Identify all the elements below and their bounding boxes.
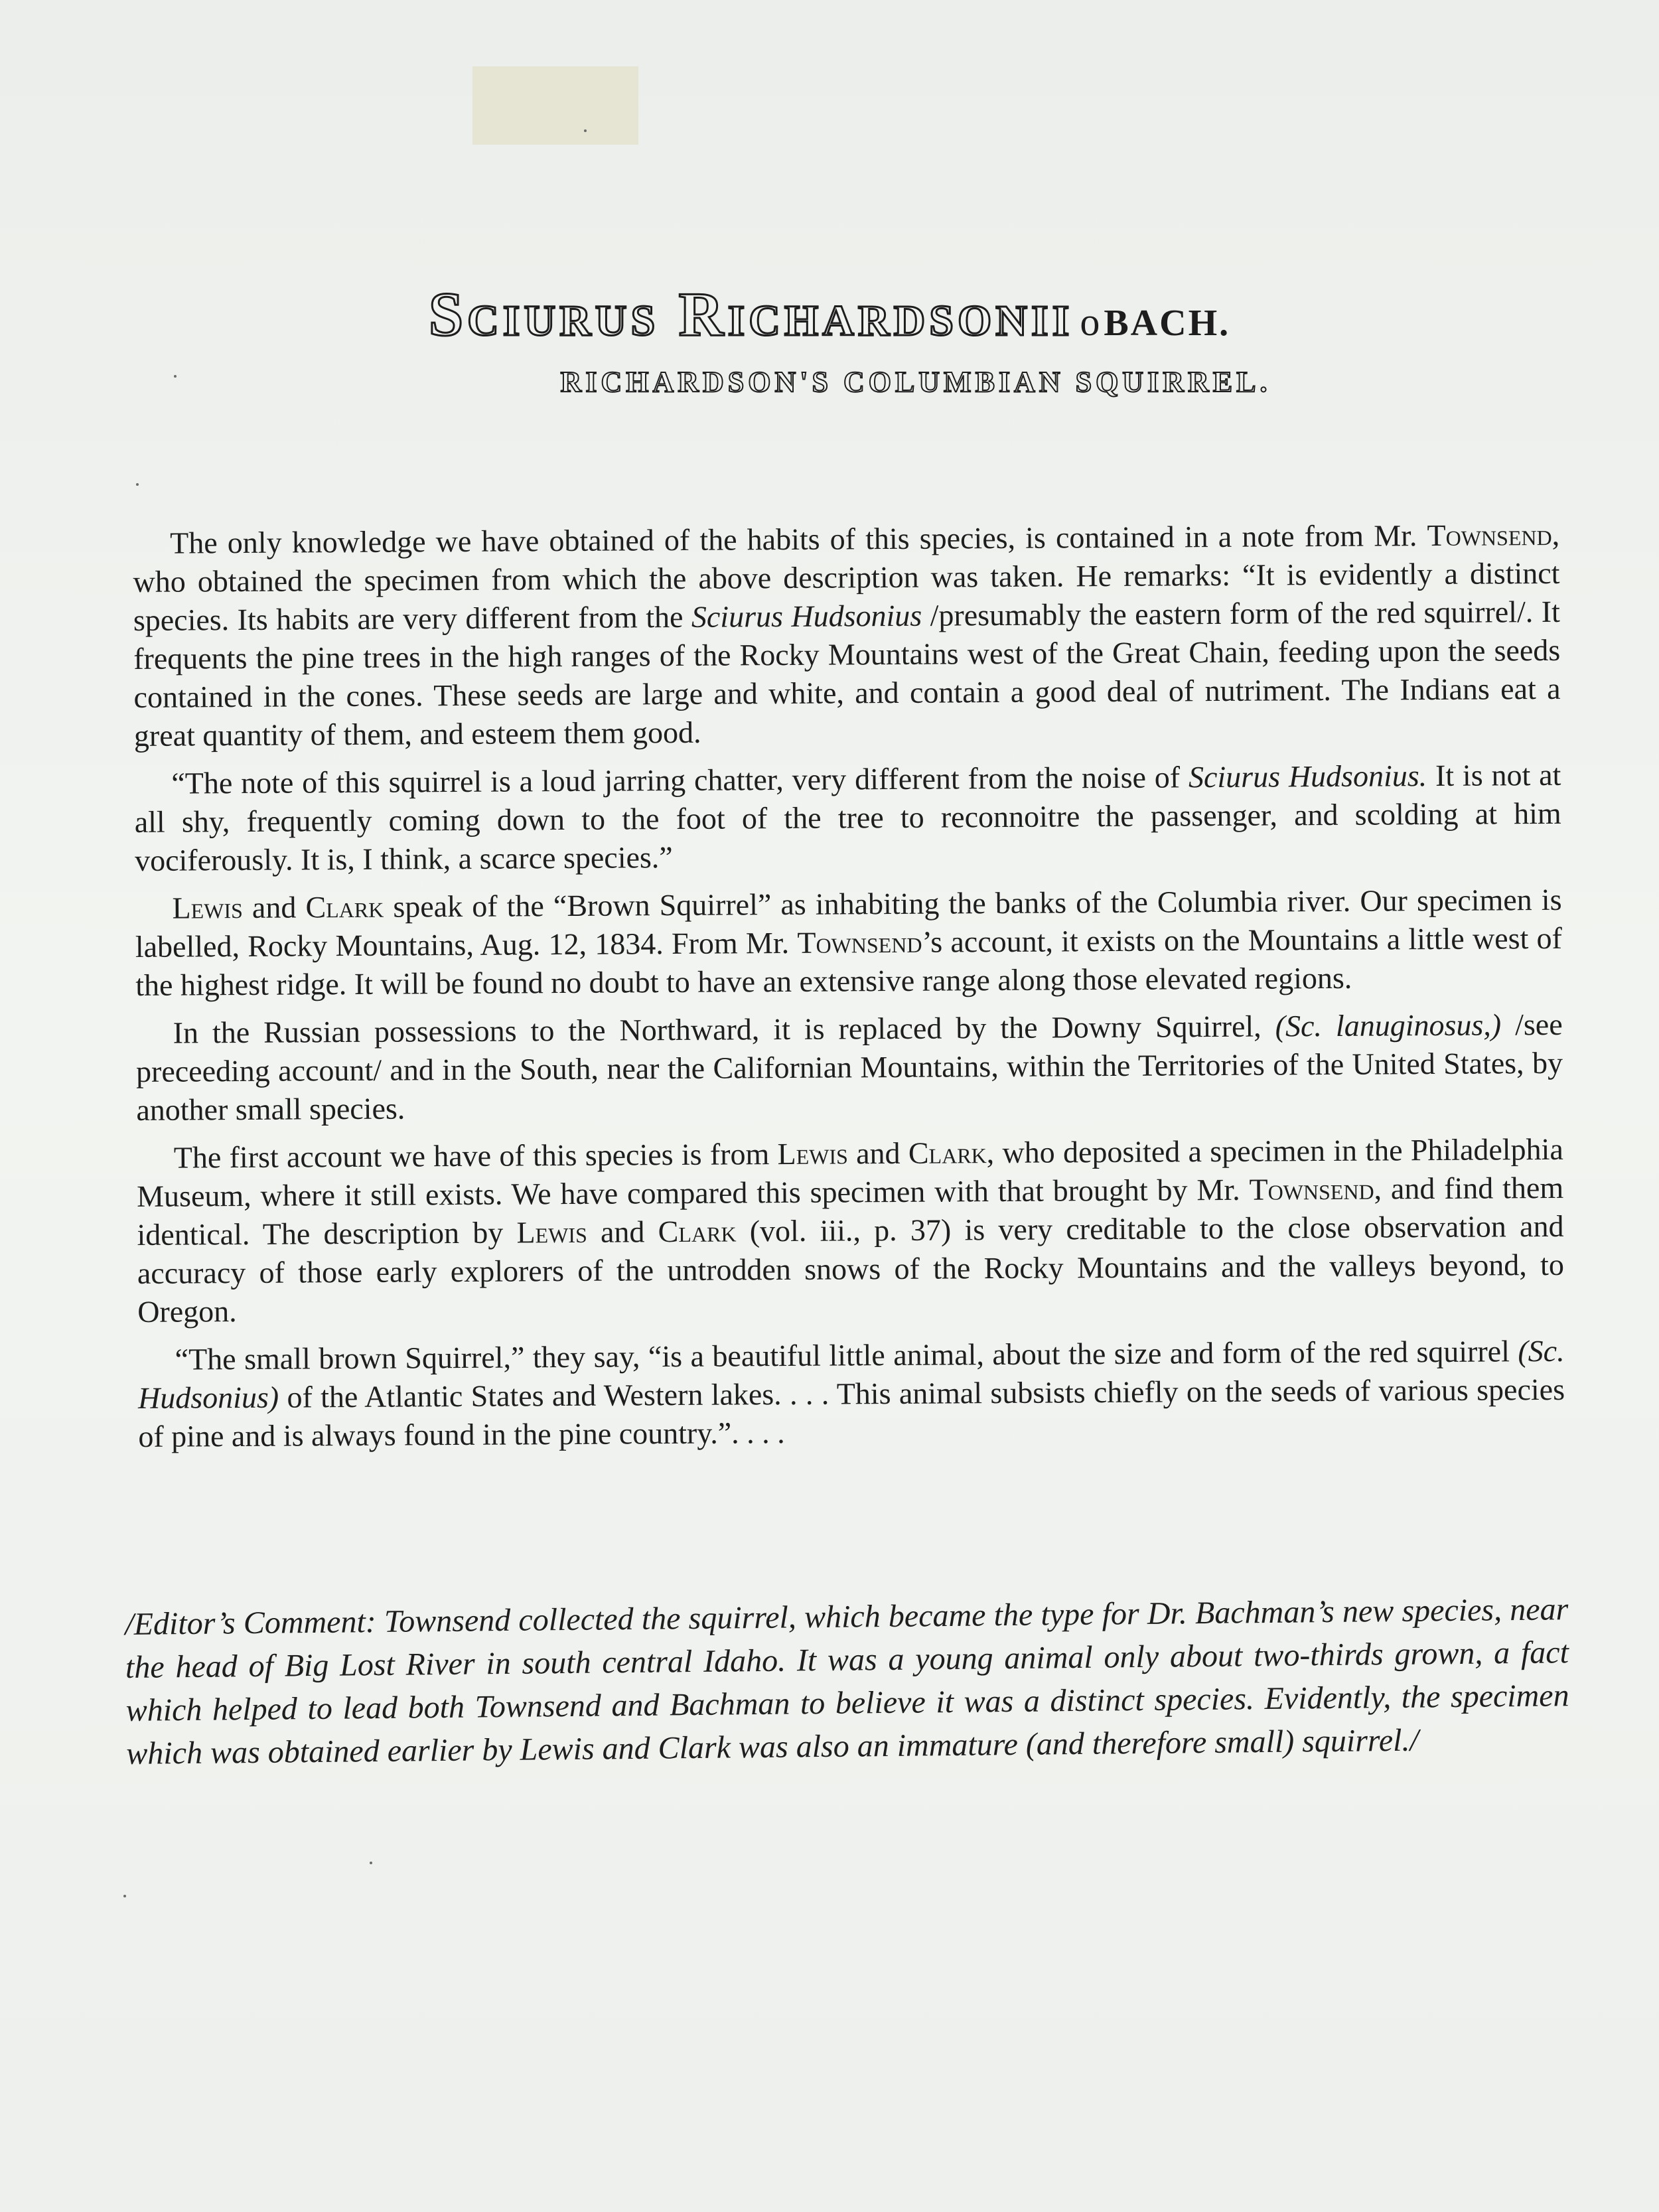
text-run: , and find them identical. The description by: [137, 1170, 1564, 1252]
name-text-run: Townsend: [1249, 1171, 1374, 1207]
text-run: , who obtained the specimen from which the above description was taken. He remarks: “It is evidently a distinct species. Its habits are very different from the: [133, 517, 1560, 637]
italic-text-run: Sciurus Hudsonius: [691, 598, 922, 634]
ink-speck: [370, 1862, 372, 1864]
text-run: The only knowledge we have obtained of the habits of this species, is contained in a note from Mr.: [170, 518, 1427, 560]
name-text-run: Townsend: [1427, 517, 1552, 553]
name-text-run: Clark: [658, 1214, 737, 1249]
text-run: In the Russian possessions to the Northward, it is replaced by the Downy Squirrel,: [173, 1009, 1275, 1050]
body-paragraph: [133, 516, 1561, 755]
species-title: Sciurus Richardsonii: [428, 280, 1074, 349]
text-run: “The note of this squirrel is a loud jarring chatter, very different from the noise of: [171, 760, 1189, 800]
text-run: (vol. iii., p. 37) is very creditable to the close observation and accuracy of those early explorers of the untrodden snows of the Rocky Mountains and the valleys beyond, to Oregon.: [137, 1209, 1565, 1329]
body-paragraph: [135, 881, 1562, 1005]
name-text-run: Townsend: [797, 924, 922, 960]
name-text-run: Lewis: [777, 1136, 849, 1171]
text-run: and: [242, 890, 306, 924]
body-text: [133, 516, 1565, 1465]
italic-text-run: (Sc. Hudsonius): [137, 1333, 1565, 1415]
text-run: and: [847, 1136, 909, 1171]
text-run: “The small brown Squirrel,” they say, “is a beautiful little animal, about the size and form of the red squirrel: [175, 1334, 1518, 1376]
ink-speck: [136, 483, 139, 486]
title-row: [0, 279, 1659, 350]
italic-text-run: Sciurus Hudsonius.: [1188, 759, 1427, 794]
title-dot: o: [1080, 300, 1100, 344]
body-paragraph: [137, 1130, 1565, 1331]
editor-comment: /Editor’s Comment: Townsend collected the squirrel, which became the type for Dr. Bachman’s new species, near the head of Big Lost River in south central Idaho. It was a young animal only about two-thirds grown, a fact which helped to lead both Townsend and Bachman to believe it was a distinct species. Evidently, the specimen which was obtained earlier by Lewis and Clark was also an immature (and therefore small) squirrel./: [125, 1591, 1569, 1771]
tape-strip: [472, 66, 638, 145]
name-text-run: Lewis: [516, 1215, 587, 1250]
species-author: BACH.: [1104, 303, 1231, 344]
name-text-run: Lewis: [172, 890, 243, 925]
text-run: /presumably the eastern form of the red squirrel/. It frequents the pine trees in the high ranges of the Rocky Mountains west of the Great Chain, feeding upon the seeds contained in the cones. These seeds are large and white, and contain a good deal of nutriment. The Indians eat a great quantity of them, and esteem them good.: [133, 594, 1561, 753]
body-paragraph: [136, 1005, 1563, 1130]
italic-text-run: (Sc. lanuginosus,): [1275, 1007, 1502, 1043]
text-run: The first account we have of this species is from: [173, 1137, 778, 1175]
name-text-run: Clark: [305, 889, 384, 924]
ink-speck: [584, 129, 587, 132]
text-run: , who deposited a specimen in the Philadelphia Museum, where it still exists. We have compared this specimen with that brought by Mr.: [137, 1132, 1563, 1213]
text-run: and: [587, 1215, 658, 1249]
body-paragraph: [138, 1332, 1565, 1456]
text-run: of the Atlantic States and Western lakes. . . . This animal subsists chiefly on the seeds of various species of pine and is always found in the pine country.”. . . .: [138, 1372, 1565, 1453]
text-run: ’s account, it exists on the Mountains a little west of the highest ridge. It will be found no doubt to have an extensive range along those elevated regions.: [135, 921, 1563, 1002]
text-run: /see preceeding account/ and in the South, near the Californian Mountains, within the Territories of the United States, by another small species.: [135, 1007, 1563, 1127]
body-paragraph: [134, 756, 1561, 880]
name-text-run: Clark: [908, 1136, 987, 1170]
common-name-text: RICHARDSON'S COLUMBIAN SQUIRREL.: [560, 366, 1271, 398]
text-run: speak of the “Brown Squirrel” as inhabiting the banks of the Columbia river. Our specimen is labelled, Rocky Mountains, Aug. 12, 1834. From Mr.: [135, 882, 1562, 964]
title-block: [0, 279, 1659, 399]
text-run: It is not at all shy, frequently coming down to the foot of the tree to reconnoitre the passenger, and scolding at him vociferously. It is, I think, a scarce species.”: [134, 757, 1561, 877]
ink-speck: [123, 1895, 126, 1897]
common-name-subtitle: [0, 365, 1659, 399]
